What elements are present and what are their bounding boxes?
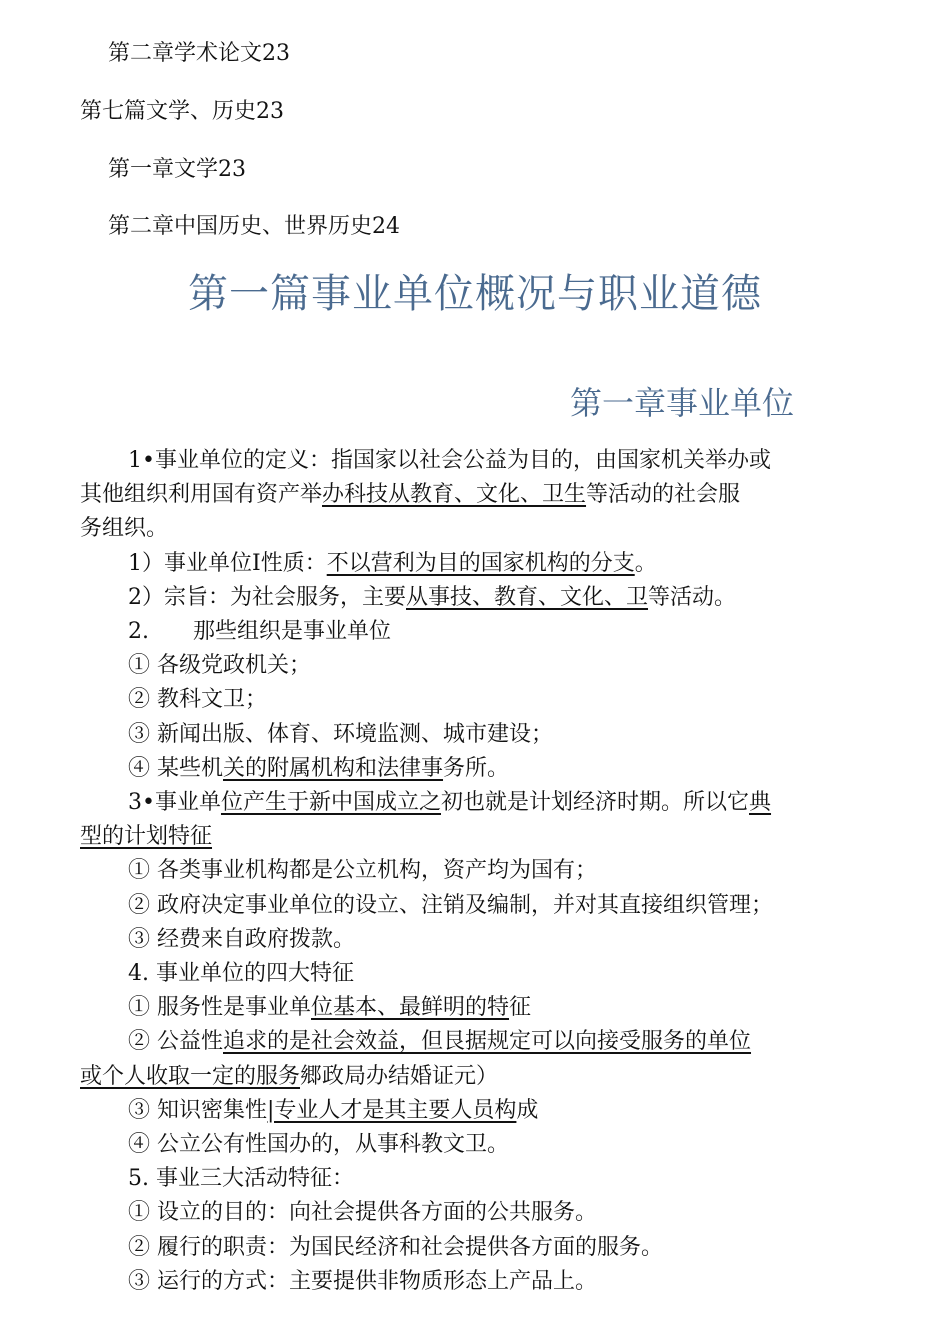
text-run: ① 各类事业机构都是公立机构，资产均为国有； bbox=[128, 858, 597, 884]
text-run: 3•事业单 bbox=[128, 790, 221, 815]
text-run: 。 bbox=[634, 550, 657, 576]
text-run: 成 bbox=[516, 1097, 539, 1123]
paragraph-line bbox=[128, 649, 311, 683]
paragraph-line bbox=[128, 615, 391, 649]
paragraph-line bbox=[128, 683, 267, 717]
text-run: 务组织。 bbox=[80, 516, 169, 542]
toc-item[interactable]: 第二章中国历史、世界历史24 bbox=[108, 214, 400, 239]
paragraph-line bbox=[128, 547, 657, 581]
text-run: ② 履行的职责：为国民经济和社会提供各方面的服务。 bbox=[128, 1234, 663, 1260]
paragraph-line bbox=[128, 1094, 538, 1128]
text-run: 郷政局办结婚证元） bbox=[300, 1063, 499, 1089]
part-title: 第一篇事业单位概况与职业道德 bbox=[188, 271, 762, 317]
paragraph-line bbox=[128, 581, 736, 615]
paragraph-line bbox=[128, 718, 553, 752]
text-run: 等活动的社会服 bbox=[586, 482, 741, 508]
text-run: 1•事业单位的定义：指国家以社会公益为目的，由国家机关举办或 bbox=[128, 448, 771, 473]
text-run: ① 服务性是事业单 bbox=[128, 995, 311, 1021]
text-run: ③ 经费来自政府拨款。 bbox=[128, 926, 355, 952]
text-run: 5. 事业三大活动特征： bbox=[128, 1166, 354, 1192]
text-run: ① 设立的目的：向社会提供各方面的公共服务。 bbox=[128, 1200, 597, 1226]
text-run: ③ 新闻出版、体育、环境监测、城市建设； bbox=[128, 721, 553, 747]
underlined-text: 从事技、教育、文化、卫 bbox=[406, 584, 649, 610]
underlined-text: 典 bbox=[749, 790, 772, 815]
paragraph-line bbox=[128, 752, 509, 786]
text-run: ② 教科文卫； bbox=[128, 687, 267, 713]
text-run: ④ 某些机 bbox=[128, 755, 223, 781]
text-run: ④ 公立公有性国办的，从事科教文卫。 bbox=[128, 1132, 509, 1157]
paragraph-line bbox=[128, 1231, 663, 1265]
underlined-text: 不以营利为目的国家机构的分支 bbox=[326, 550, 635, 576]
text-run: 其他组织利用国有资产举 bbox=[80, 482, 323, 508]
text-run: ② 公益性 bbox=[128, 1029, 223, 1055]
paragraph-line bbox=[128, 957, 354, 991]
text-run: ③ 知识密集性 bbox=[128, 1097, 267, 1123]
paragraph-line bbox=[128, 444, 771, 478]
text-run: 初也就是计划经济时期。所以它 bbox=[441, 790, 750, 815]
underlined-text: 型的计划特征 bbox=[80, 824, 213, 850]
underlined-text: 追求的是社会效益，但艮据规定可以向接受服务的单位 bbox=[223, 1029, 752, 1055]
paragraph-line bbox=[80, 512, 168, 546]
paragraph-line bbox=[80, 1060, 498, 1094]
text-run: 2）宗旨：为社会服务，主要 bbox=[128, 584, 406, 610]
paragraph-line bbox=[128, 854, 597, 888]
paragraph-line bbox=[128, 1265, 597, 1299]
text-run: ③ 运行的方式：主要提供非物质形态上产品上。 bbox=[128, 1268, 597, 1294]
text-run: 征 bbox=[509, 995, 532, 1021]
paragraph-line bbox=[128, 889, 773, 923]
paragraph-line bbox=[128, 1196, 597, 1230]
paragraph-line bbox=[80, 478, 740, 512]
paragraph-line bbox=[128, 991, 531, 1025]
underlined-text: 关的附属机构和法律事 bbox=[223, 755, 444, 781]
paragraph-line bbox=[80, 820, 212, 854]
text-run: 等活动。 bbox=[648, 584, 737, 610]
paragraph-line bbox=[128, 923, 355, 957]
paragraph-line bbox=[128, 1162, 354, 1196]
underlined-text: |专业人才是其主要人员构 bbox=[267, 1097, 517, 1123]
text-run: 4. 事业单位的四大特征 bbox=[128, 961, 354, 986]
underlined-text: 或个人收取一定的服务 bbox=[80, 1063, 301, 1089]
text-run: 2. 那些组织是事业单位 bbox=[128, 619, 391, 644]
underlined-text: 位产生于新中国成立之 bbox=[220, 790, 441, 815]
toc-item[interactable]: 第二章学术论文23 bbox=[108, 41, 290, 66]
underlined-text: 位基本、最鲜明的特 bbox=[311, 995, 510, 1021]
paragraph-line bbox=[128, 1128, 509, 1162]
text-run: 务所。 bbox=[443, 755, 510, 781]
paragraph-line bbox=[128, 786, 771, 820]
text-run: 1）事业单位Ⅰ性质： bbox=[128, 550, 327, 576]
chapter-title: 第一章事业单位 bbox=[570, 384, 795, 422]
text-run: ① 各级党政机关； bbox=[128, 653, 311, 679]
paragraph-line bbox=[128, 1025, 751, 1059]
text-run: ② 政府决定事业单位的设立、注销及编制，并对其直接组织管理； bbox=[128, 892, 773, 918]
underlined-text: 办科技从教育、文化、卫生 bbox=[322, 482, 587, 508]
toc-item[interactable]: 第七篇文学、历史23 bbox=[80, 99, 284, 124]
toc-item[interactable]: 第一章文学23 bbox=[108, 157, 246, 182]
